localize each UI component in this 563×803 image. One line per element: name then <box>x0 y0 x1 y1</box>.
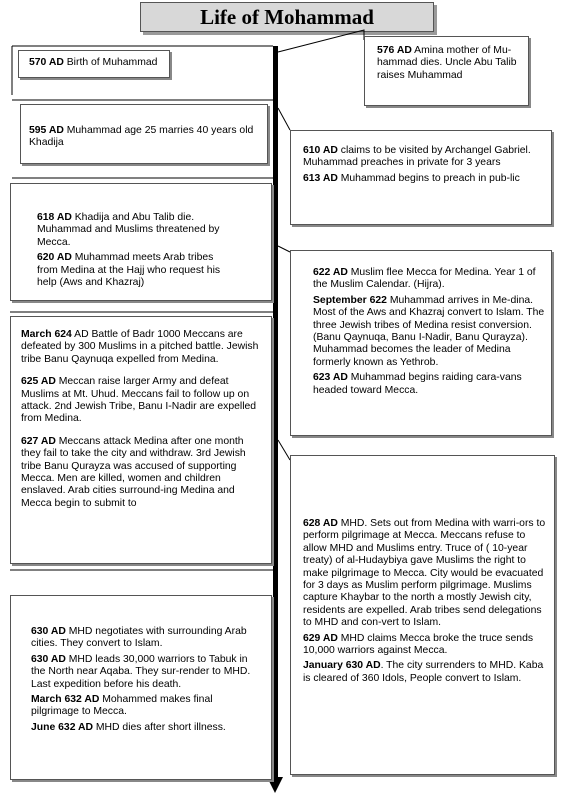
event-570: 570 AD Birth of Muhammad <box>18 50 170 78</box>
page-title: Life of Mohammad <box>140 2 434 32</box>
event-576: 576 AD Amina mother of Mu-hammad dies. Uncle Abu Talib raises Muhammad <box>364 36 529 106</box>
event-628-630: 628 AD MHD. Sets out from Medina with warri-ors to perform pilgrimage at Mecca. Meccans refuse to allow MHD and Muslims entry. Truce of ( 10-year treaty) of al-Hudaybiya gave Muslims the right to make pilgrimage to Mecca. City would be evacuated for 3 days as Muslim perform pilgrimage. Muslims capture Khaybar to the north a mostly Jewish city, residents are expelled. Arab tribes send delegations to MHD and con-vert to Islam. 629 AD MHD claims Mecca broke the truce sends 10,000 warriors against Mecca. January 630 AD. The city surrenders to MHD. Kaba is cleared of 360 Idols, People convert to Islam. <box>290 455 555 775</box>
event-630-632: 630 AD MHD negotiates with surrounding Arab cities. They convert to Islam. 630 AD MHD leads 30,000 warriors to Tabuk in the North near Aqaba. They sur-render to MHD. Last expedition before his death. March 632 AD Mohammed makes final pilgrimage to Mecca. June 632 AD MHD dies after short illness. <box>10 595 272 780</box>
event-610-613: 610 AD claims to be visited by Archangel Gabriel. Muhammad preaches in private for 3 years 613 AD Muhammad begins to preach in pub-lic <box>290 130 552 225</box>
event-618-620: 618 AD Khadija and Abu Talib die. Muhammad and Muslims threatened by Mecca. 620 AD Muhammad meets Arab tribes from Medina at the Hajj who request his help (Aws and Khazraj) <box>10 183 272 301</box>
event-622-623: 622 AD Muslim flee Mecca for Medina. Year 1 of the Muslim Calendar. (Hijra). September 622 Muhammad arrives in Me-dina. Most of the Aws and Khazraj convert to Islam. The three Jewish tribes of Medina resist conversion. (Banu Qaynuqa, Banu I-Nadir, Banu Qurayza). Muhammad becomes the leader of Medina formerly known as Yethrob. 623 AD Muhammad begins raiding cara-vans headed toward Mecca. <box>290 250 552 436</box>
event-595: 595 AD Muhammad age 25 marries 40 years old Khadija <box>20 104 268 164</box>
timeline-axis <box>273 46 278 779</box>
event-624-627: March 624 AD Battle of Badr 1000 Meccans are defeated by 300 Muslims in a pitched battle. Jewish tribe Banu Qaynuqa expelled from Medina. 625 AD Meccan raise larger Army and defeat Muslims at Mt. Uhud. Meccans fail to follow up on attack. 2nd Jewish Tribe, Banu I-Nadir are expelled from Medina. 627 AD Meccans attack Medina after one month they fail to take the city and withdraw. 3rd Jewish tribe Banu Qurayza was accused of supporting Mecca. Men are killed, women and children enslaved. Arab cities surround-ing Medina and Mecca begin to submit to <box>10 316 272 564</box>
